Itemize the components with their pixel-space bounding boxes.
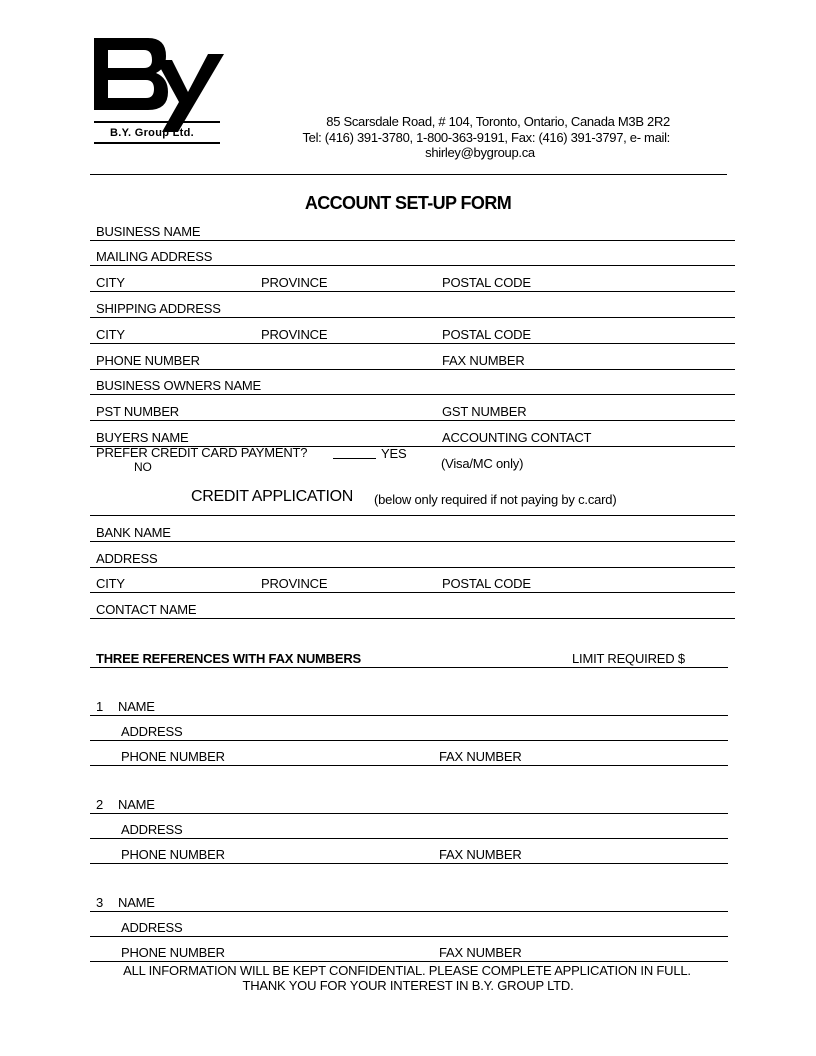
field-line-bank-name[interactable] [90, 541, 735, 542]
label-reference-phone: PHONE NUMBER [121, 847, 225, 862]
field-line-bank-address[interactable] [90, 567, 735, 568]
field-line-ref1-address[interactable] [90, 740, 728, 741]
label-reference-address: ADDRESS [121, 920, 183, 935]
reference-number: 2 [96, 797, 104, 812]
label-mailing-address: MAILING ADDRESS [96, 249, 213, 264]
label-city: CITY [96, 275, 125, 290]
references-divider[interactable] [90, 667, 728, 668]
company-address: 85 Scarsdale Road, # 104, Toronto, Ontario, Canada M3B 2R2 [326, 114, 670, 129]
field-line-city[interactable] [90, 291, 735, 292]
label-province: PROVINCE [261, 275, 328, 290]
label-visa-mc: (Visa/MC only) [441, 456, 524, 471]
label-fax-number: FAX NUMBER [442, 353, 525, 368]
label-reference-name: NAME [118, 699, 155, 714]
field-line-contact-name[interactable] [90, 618, 735, 619]
field-line-business-name[interactable] [90, 240, 735, 241]
footer-thank-you: THANK YOU FOR YOUR INTEREST IN B.Y. GROUP LTD. [242, 978, 574, 993]
label-contact-name: CONTACT NAME [96, 602, 197, 617]
field-line-owners-name[interactable] [90, 394, 735, 395]
credit-divider [90, 515, 735, 516]
reference-number: 1 [96, 699, 104, 714]
label-bank-city: CITY [96, 576, 125, 591]
field-line-shipping-city[interactable] [90, 343, 735, 344]
label-reference-fax: FAX NUMBER [439, 847, 522, 862]
field-line-shipping-address[interactable] [90, 317, 735, 318]
label-bank-name: BANK NAME [96, 525, 171, 540]
label-postal-code: POSTAL CODE [442, 275, 531, 290]
label-gst-number: GST NUMBER [442, 404, 527, 419]
label-bank-postal-code: POSTAL CODE [442, 576, 531, 591]
field-line-ref1-phone[interactable] [90, 765, 728, 766]
label-reference-name: NAME [118, 797, 155, 812]
label-limit-required: LIMIT REQUIRED $ [572, 651, 685, 666]
label-prefer-credit-card: PREFER CREDIT CARD PAYMENT? [96, 445, 308, 460]
field-line-pst-gst[interactable] [90, 420, 735, 421]
references-title: THREE REFERENCES WITH FAX NUMBERS [96, 651, 361, 666]
label-shipping-address: SHIPPING ADDRESS [96, 301, 221, 316]
logo-text: B.Y. Group Ltd. [110, 127, 194, 139]
field-line-ref3-name[interactable] [90, 911, 728, 912]
field-line-ref2-phone[interactable] [90, 863, 728, 864]
header-divider [90, 174, 727, 175]
field-line-phone[interactable] [90, 369, 735, 370]
label-bank-address: ADDRESS [96, 551, 158, 566]
label-reference-address: ADDRESS [121, 822, 183, 837]
field-line-mailing-address[interactable] [90, 265, 735, 266]
label-reference-fax: FAX NUMBER [439, 749, 522, 764]
footer-confidential: ALL INFORMATION WILL BE KEPT CONFIDENTIAL. PLEASE COMPLETE APPLICATION IN FULL. [123, 963, 691, 978]
field-line-ref3-phone[interactable] [90, 961, 728, 962]
credit-application-title: CREDIT APPLICATION [191, 488, 354, 505]
label-no: NO [134, 460, 152, 474]
label-shipping-province: PROVINCE [261, 327, 328, 342]
label-business-name: BUSINESS NAME [96, 224, 201, 239]
credit-application-note: (below only required if not paying by c.card) [374, 492, 617, 507]
credit-card-yes-blank[interactable] [333, 458, 376, 459]
field-line-ref3-address[interactable] [90, 936, 728, 937]
label-bank-province: PROVINCE [261, 576, 328, 591]
label-reference-fax: FAX NUMBER [439, 945, 522, 960]
field-line-ref2-name[interactable] [90, 813, 728, 814]
label-phone-number: PHONE NUMBER [96, 353, 200, 368]
label-reference-name: NAME [118, 895, 155, 910]
field-line-ref1-name[interactable] [90, 715, 728, 716]
label-business-owners-name: BUSINESS OWNERS NAME [96, 378, 262, 393]
label-buyers-name: BUYERS NAME [96, 430, 189, 445]
label-shipping-postal-code: POSTAL CODE [442, 327, 531, 342]
label-pst-number: PST NUMBER [96, 404, 179, 419]
company-contact: Tel: (416) 391-3780, 1-800-363-9191, Fax: (416) 391-3797, e- mail: [302, 130, 670, 145]
label-reference-address: ADDRESS [121, 724, 183, 739]
label-accounting-contact: ACCOUNTING CONTACT [442, 430, 592, 445]
field-line-bank-city[interactable] [90, 592, 735, 593]
reference-number: 3 [96, 895, 104, 910]
form-title: ACCOUNT SET-UP FORM [304, 193, 512, 213]
label-yes: YES [381, 446, 407, 461]
label-reference-phone: PHONE NUMBER [121, 945, 225, 960]
label-shipping-city: CITY [96, 327, 125, 342]
company-email: shirley@bygroup.ca [425, 145, 535, 160]
field-line-ref2-address[interactable] [90, 838, 728, 839]
label-reference-phone: PHONE NUMBER [121, 749, 225, 764]
